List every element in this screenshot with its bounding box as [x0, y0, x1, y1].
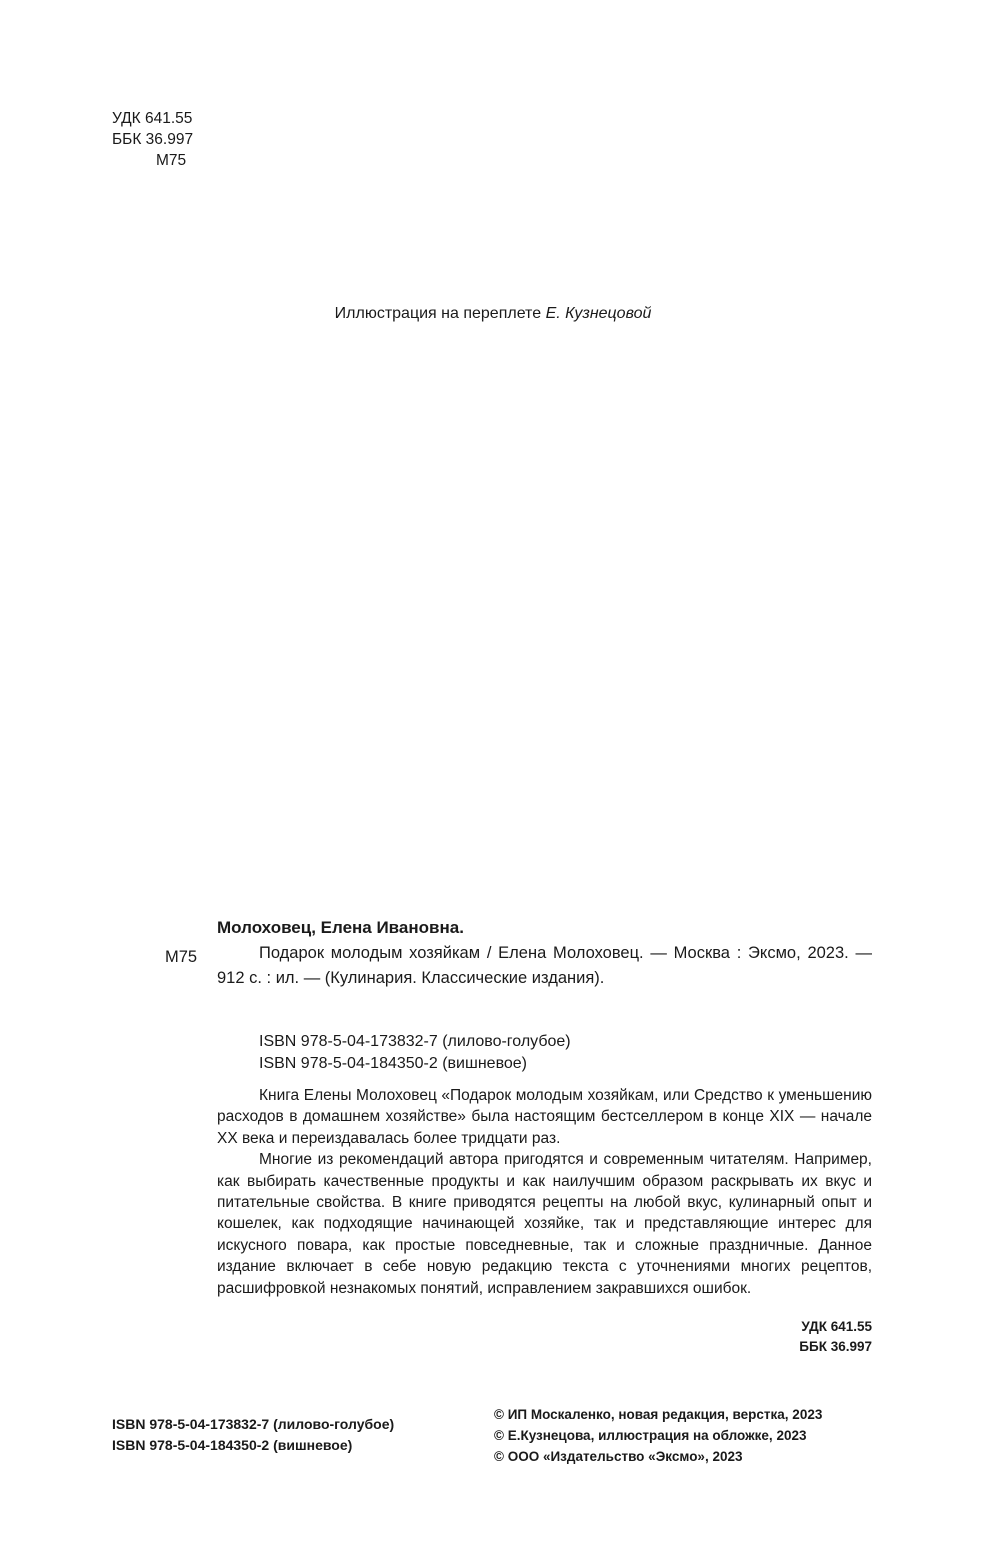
- isbn-line: ISBN 978-5-04-173832-7 (лилово-голубое): [259, 1033, 571, 1050]
- copyright-block: [494, 1404, 822, 1467]
- illustration-credit: [0, 305, 986, 323]
- bbk-code: ББК 36.997: [799, 1339, 872, 1354]
- udk-code: УДК 641.55: [801, 1319, 872, 1334]
- classification-top: [112, 108, 193, 171]
- illustrator-name: Е. Кузнецовой: [545, 305, 652, 322]
- catalog-author-heading: Молоховец, Елена Ивановна.: [217, 918, 464, 937]
- annotation-paragraph: Многие из рекомендаций автора пригодятся и современным читателям. Например, как выбирать качественные продукты и как наилучшим образом раскрывать их вкус и питательные свойства. В книге приводятся рецепты на любой вкус, кулинарный опыт и кошелек, как подходящие начинающей хозяйке, так и представляющие интерес для искусного повара, как простые повседневные, так и сложные праздничные. Данное издание включает в себе новую редакцию текста с уточнениями многих рецептов, расшифровкой незнакомых понятий, исправлением закравшихся ошибок.: [217, 1151, 872, 1297]
- copyright-line: © ИП Москаленко, новая редакция, верстка, 2023: [494, 1407, 823, 1422]
- illustration-credit-prefix: Иллюстрация на переплете: [334, 305, 542, 322]
- isbn-footer-line: ISBN 978-5-04-173832-7 (лилово-голубое): [112, 1416, 395, 1432]
- catalog-description-text: Подарок молодым хозяйкам / Елена Молоховец. — Москва : Эксмо, 2023. — 912 с. : ил. — (Кулинария. Классические издания).: [217, 944, 872, 987]
- udk-code: УДК 641.55: [112, 110, 193, 127]
- catalog-description: [217, 941, 872, 990]
- copyright-line: © Е.Кузнецова, иллюстрация на обложке, 2023: [494, 1428, 807, 1443]
- classification-bottom: [600, 1317, 872, 1357]
- catalog-author-mark: М75: [165, 948, 198, 966]
- author-mark: М75: [156, 152, 187, 169]
- copyright-line: © ООО «Издательство «Эксмо», 2023: [494, 1449, 743, 1464]
- isbn-line: ISBN 978-5-04-184350-2 (вишневое): [259, 1055, 528, 1072]
- bbk-code: ББК 36.997: [112, 131, 194, 148]
- annotation-paragraph: Книга Елены Молоховец «Подарок молодым хозяйкам, или Средство к уменьшению расходов в домашнем хозяйстве» была настоящим бестселлером в конце XIX — начале XX века и переиздавалась более тридцати раз.: [217, 1087, 872, 1147]
- isbn-footer: [112, 1414, 394, 1456]
- isbn-footer-line: ISBN 978-5-04-184350-2 (вишневое): [112, 1437, 353, 1453]
- catalog-isbn-list: [259, 1031, 571, 1075]
- annotation: [217, 1085, 872, 1299]
